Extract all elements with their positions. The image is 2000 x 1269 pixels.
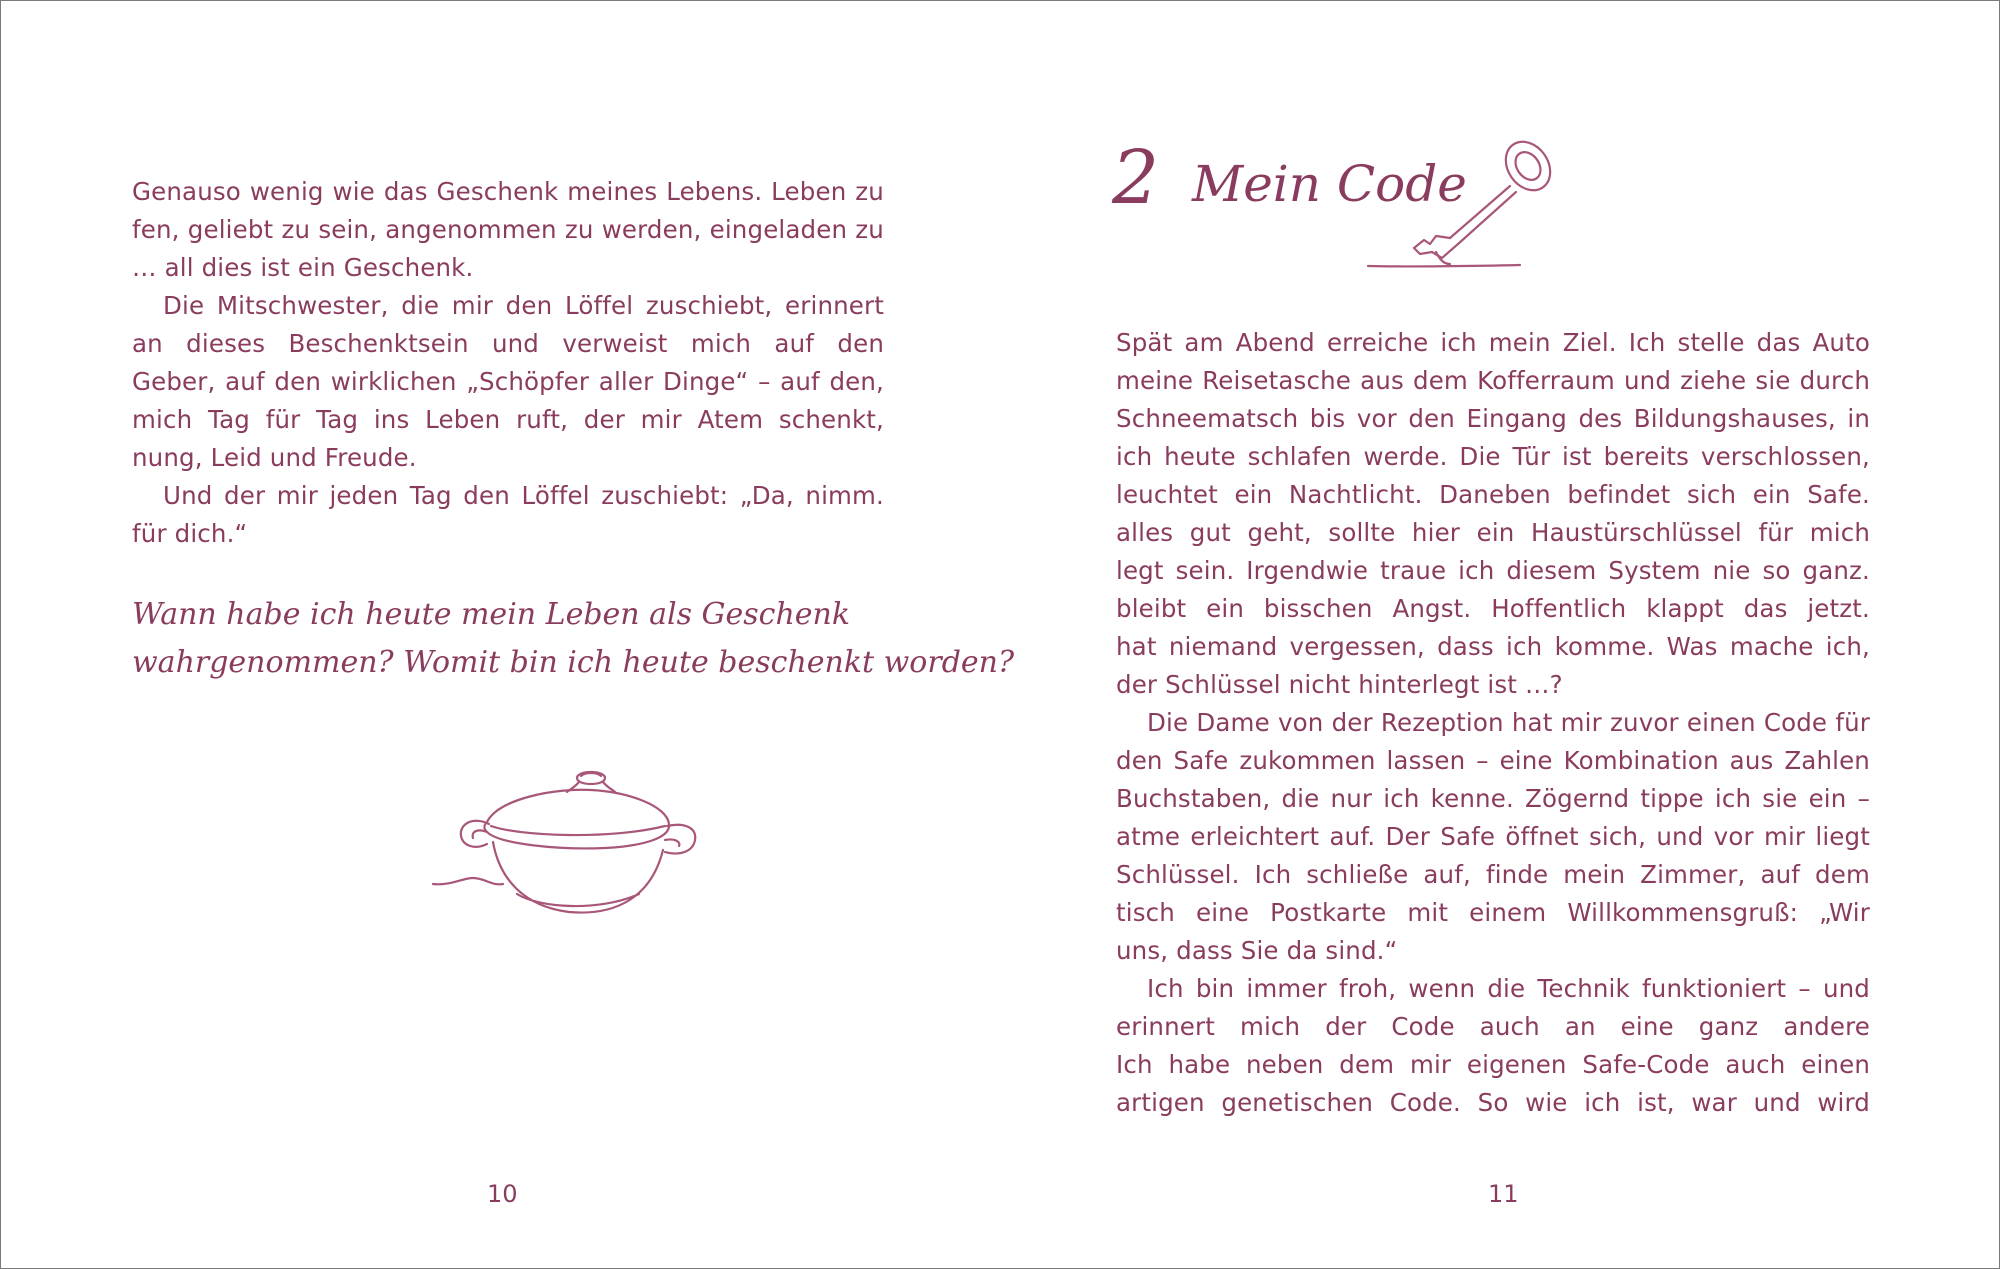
text-line: Spät am Abend erreiche ich mein Ziel. Ich stelle das Auto [1116, 328, 1870, 357]
text-line: hat niemand vergessen, dass ich komme. Was mache ich, [1116, 632, 1870, 661]
text-line: nung, Leid und Freude. [132, 443, 417, 472]
text-line: Geber, auf den wirklichen „Schöpfer aller Dinge“ – auf den, [132, 367, 884, 396]
text-line: artigen genetischen Code. So wie ich ist, war und wird [1116, 1088, 1870, 1117]
text-line: erinnert mich der Code auch an eine ganz andere [1116, 1012, 1870, 1041]
question-line: Wann habe ich heute mein Leben als Geschenk [132, 597, 851, 632]
right-body-text [1116, 324, 1870, 1122]
text-line: leuchtet ein Nachtlicht. Daneben befindet sich ein Safe. [1116, 480, 1870, 509]
text-line: Die Mitschwester, die mir den Löffel zuschiebt, erinnert [163, 291, 884, 320]
text-line: Die Dame von der Rezeption hat mir zuvor einen Code für [1147, 708, 1870, 737]
text-line: den Safe zukommen lassen – eine Kombination aus Zahlen [1116, 746, 1870, 775]
text-line: Ich habe neben dem mir eigenen Safe-Code auch einen [1116, 1050, 1870, 1079]
chapter-title: Mein Code [1192, 155, 1467, 213]
text-line: Und der mir jeden Tag den Löffel zuschiebt: „Da, nimm. [163, 481, 884, 510]
text-line: Schneematsch bis vor den Eingang des Bildungshauses, in [1116, 404, 1870, 433]
text-line: an dieses Beschenktsein und verweist mich auf den [132, 329, 884, 358]
text-line: fen, geliebt zu sein, angenommen zu werden, eingeladen zu [132, 215, 884, 244]
text-line: Buchstaben, die nur ich kenne. Zögernd tippe ich sie ein – [1116, 784, 1870, 813]
text-line: tisch eine Postkarte mit einem Willkommensgruß: „Wir [1116, 898, 1870, 927]
text-line: legt sein. Irgendwie traue ich diesem System nie so ganz. [1116, 556, 1870, 585]
key-line-drawing-icon [1360, 136, 1560, 276]
text-line: der Schlüssel nicht hinterlegt ist …? [1116, 670, 1563, 699]
text-line: ich heute schlafen werde. Die Tür ist bereits verschlossen, [1116, 442, 1870, 471]
pot-line-drawing-icon [429, 766, 709, 926]
chapter-number: 2 [1112, 135, 1160, 221]
text-line: uns, dass Sie da sind.“ [1116, 936, 1398, 965]
reflection-question [132, 591, 1015, 687]
text-line: Ich bin immer froh, wenn die Technik funktioniert – und [1147, 974, 1870, 1003]
question-line: wahrgenommen? Womit bin ich heute beschenkt worden? [132, 645, 1015, 680]
left-page [1, 1, 1015, 1268]
text-line: … all dies ist ein Geschenk. [132, 253, 474, 282]
right-page [1000, 1, 1999, 1268]
page-number: 11 [1488, 1180, 1519, 1208]
text-line: alles gut geht, sollte hier ein Haustürschlüssel für mich [1116, 518, 1870, 547]
text-line: meine Reisetasche aus dem Kofferraum und ziehe sie durch [1116, 366, 1870, 395]
text-line: Genauso wenig wie das Geschenk meines Lebens. Leben zu [132, 177, 884, 206]
text-line: atme erleichtert auf. Der Safe öffnet sich, und vor mir liegt [1116, 822, 1870, 851]
text-line: Schlüssel. Ich schließe auf, finde mein Zimmer, auf dem [1116, 860, 1870, 889]
text-line: bleibt ein bisschen Angst. Hoffentlich klappt das jetzt. [1116, 594, 1870, 623]
left-body-text [132, 173, 884, 553]
page-number: 10 [487, 1180, 518, 1208]
text-line: für dich.“ [132, 519, 248, 548]
text-line: mich Tag für Tag ins Leben ruft, der mir Atem schenkt, [132, 405, 884, 434]
